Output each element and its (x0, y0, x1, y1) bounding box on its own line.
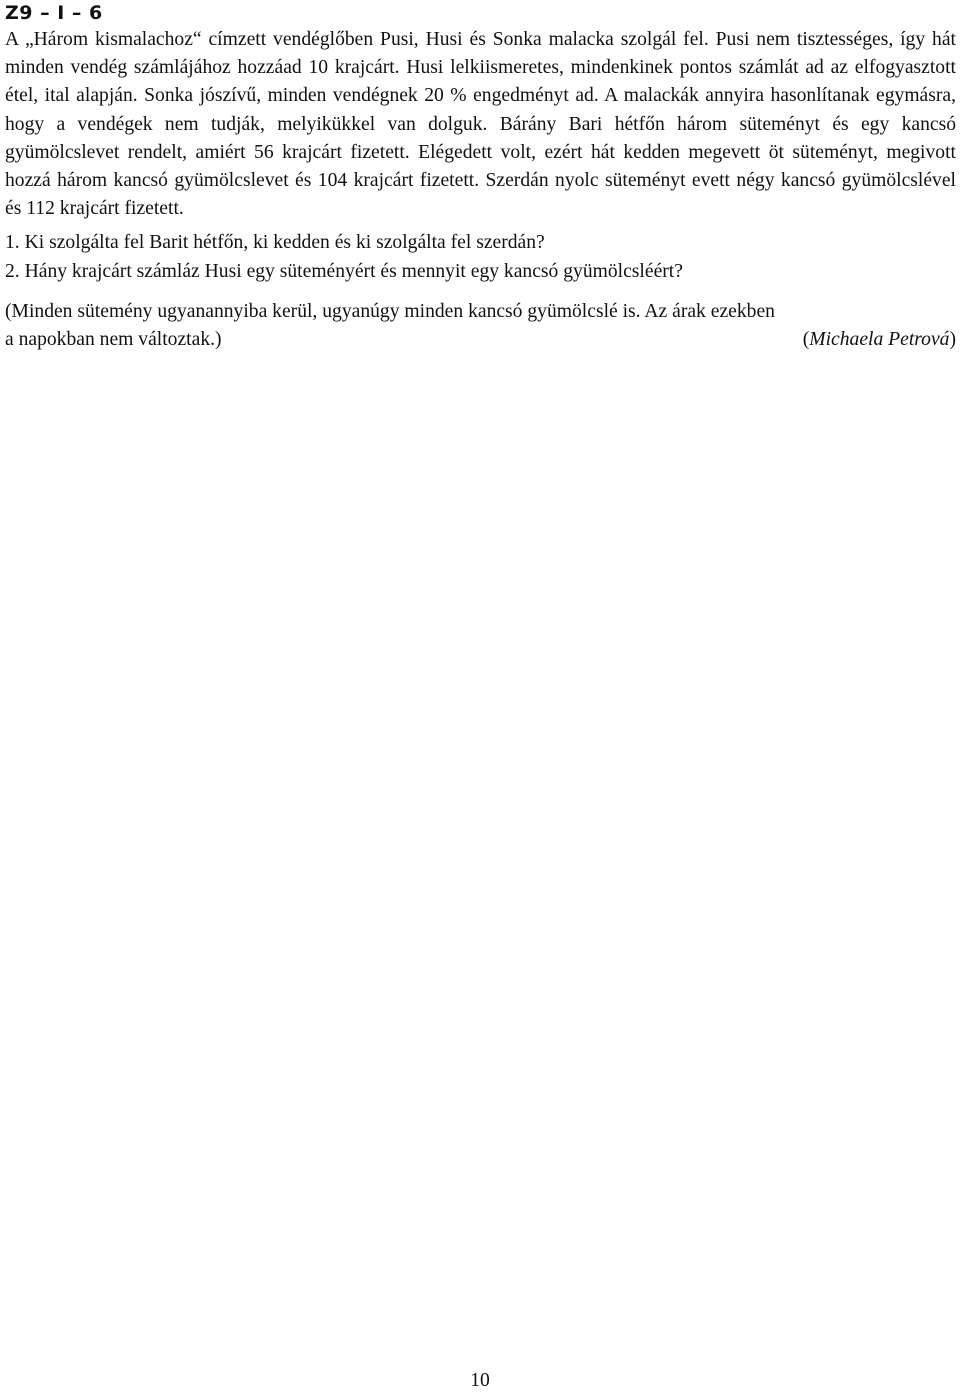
question-1: 1. Ki szolgálta fel Barit hétfőn, ki kedden és ki szolgálta fel szerdán? (5, 232, 545, 254)
page-number: 10 (470, 1370, 490, 1391)
problem-code: Z9 – I – 6 (5, 2, 103, 24)
author-close-paren: ) (949, 329, 956, 351)
note-line-1: (Minden sütemény ugyanannyiba kerül, ugyanúgy minden kancsó gyümölcslé is. Az árak ezekben (5, 300, 775, 322)
note-line-2 (5, 326, 956, 354)
question-2: 2. Hány krajcárt számláz Husi egy süteményért és mennyit egy kancsó gyümölcsléért? (5, 260, 683, 282)
author-name: Michaela Petrová (809, 329, 950, 351)
note-line-2-text: a napokban nem változtak.) (5, 329, 222, 351)
question-list (5, 229, 956, 285)
page (5, 0, 956, 354)
author (803, 326, 956, 354)
author-open-paren: ( (802, 329, 810, 351)
problem-text: A „Három kismalachoz“ címzett vendéglőben Pusi, Husi és Sonka malacka szolgál fel. Pusi nem tisztességes, így hát minden vendég számlájához hozzáad 10 krajcárt. Husi lelkiismeretes, mindenkinek pontos számlát ad az elfogyasztott étel, ital alapján. Sonka jószívű, minden vendégnek 20 % engedményt ad. A malackák annyira hasonlítanak egymásra, hogy a vendégek nem tudják, melyikükkel van dolguk. Bárány Bari hétfőn három süteményt és egy kancsó gyümölcslevet rendelt, amiért 56 krajcárt fizetett. Elégedett volt, ezért hát kedden megevett öt süteményt, megivott hozzá három kancsó gyümölcslevet és 104 krajcárt fizetett. Szerdán nyolc süteményt evett négy kancsó gyümölcslével és 112 krajcárt fizetett. (5, 29, 956, 220)
